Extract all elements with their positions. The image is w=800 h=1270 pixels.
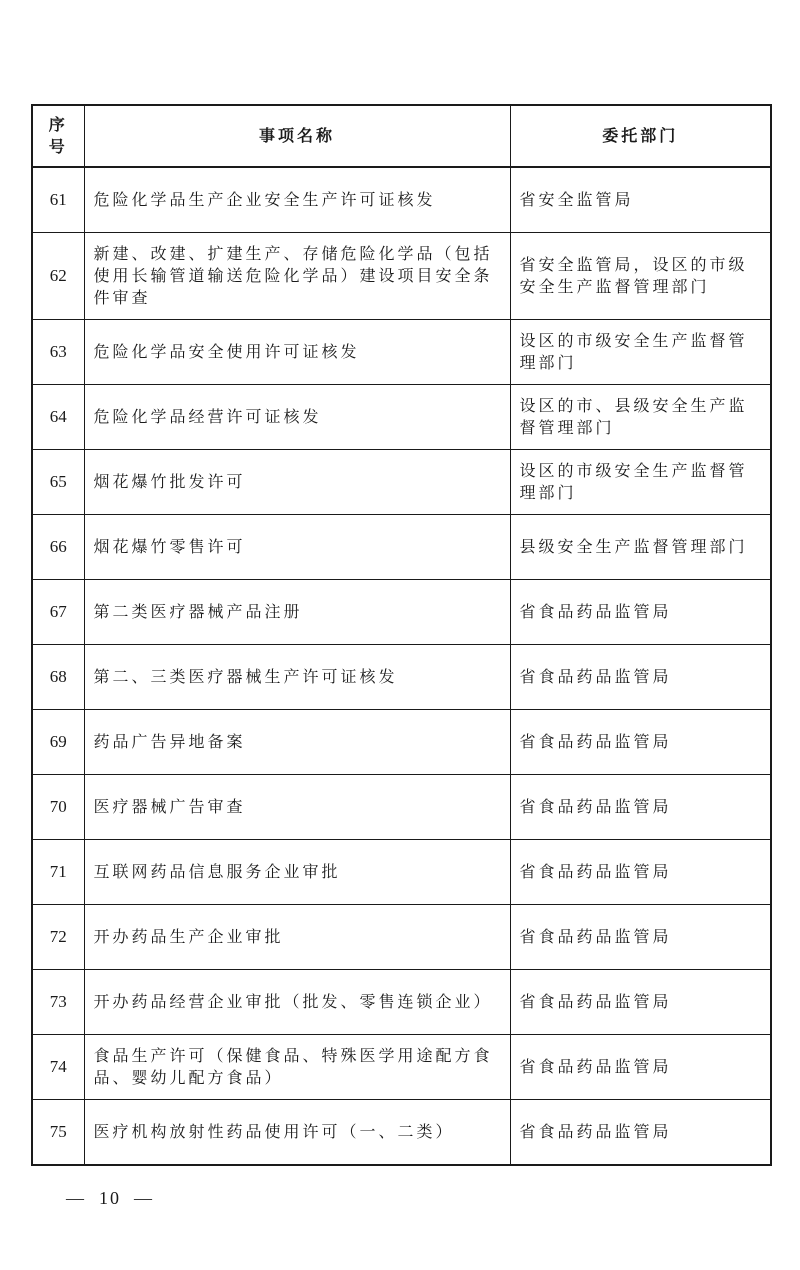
row-item-name: 第二、三类医疗器械生产许可证核发: [84, 645, 510, 710]
row-item-name: 药品广告异地备案: [84, 710, 510, 775]
row-number: 69: [32, 710, 84, 775]
row-item-name: 危险化学品经营许可证核发: [84, 385, 510, 450]
row-item-name: 开办药品生产企业审批: [84, 905, 510, 970]
row-department: 省食品药品监管局: [510, 905, 771, 970]
header-delegated-department: 委托部门: [510, 105, 771, 167]
row-number: 63: [32, 320, 84, 385]
row-department: 设区的市级安全生产监督管理部门: [510, 320, 771, 385]
row-number: 70: [32, 775, 84, 840]
row-department: 县级安全生产监督管理部门: [510, 515, 771, 580]
row-number: 62: [32, 233, 84, 320]
row-number: 71: [32, 840, 84, 905]
row-number: 67: [32, 580, 84, 645]
row-department: 省食品药品监管局: [510, 1100, 771, 1166]
row-item-name: 开办药品经营企业审批（批发、零售连锁企业）: [84, 970, 510, 1035]
table-row: [32, 320, 771, 385]
row-item-name: 新建、改建、扩建生产、存储危险化学品（包括使用长输管道输送危险化学品）建设项目安全条件审查: [84, 233, 510, 320]
row-number: 75: [32, 1100, 84, 1166]
header-item-name: 事项名称: [84, 105, 510, 167]
table-row: [32, 233, 771, 320]
row-number: 66: [32, 515, 84, 580]
row-item-name: 第二类医疗器械产品注册: [84, 580, 510, 645]
row-department: 省安全监管局: [510, 167, 771, 233]
row-item-name: 医疗机构放射性药品使用许可（一、二类）: [84, 1100, 510, 1166]
table-header-row: [32, 105, 771, 167]
row-department: 省食品药品监管局: [510, 970, 771, 1035]
table-row: [32, 580, 771, 645]
table-row: [32, 970, 771, 1035]
table-row: [32, 645, 771, 710]
table-row: [32, 840, 771, 905]
row-department: 省食品药品监管局: [510, 840, 771, 905]
items-table: [31, 104, 772, 1166]
table-row: [32, 1100, 771, 1166]
row-number: 64: [32, 385, 84, 450]
table-row: [32, 1035, 771, 1100]
row-number: 68: [32, 645, 84, 710]
table-row: [32, 515, 771, 580]
row-department: 省食品药品监管局: [510, 1035, 771, 1100]
row-number: 65: [32, 450, 84, 515]
row-item-name: 危险化学品生产企业安全生产许可证核发: [84, 167, 510, 233]
row-department: 省食品药品监管局: [510, 580, 771, 645]
page-number: — 10 —: [66, 1188, 154, 1208]
row-number: 61: [32, 167, 84, 233]
row-item-name: 医疗器械广告审查: [84, 775, 510, 840]
row-item-name: 食品生产许可（保健食品、特殊医学用途配方食品、婴幼儿配方食品）: [84, 1035, 510, 1100]
row-number: 73: [32, 970, 84, 1035]
row-item-name: 危险化学品安全使用许可证核发: [84, 320, 510, 385]
row-department: 设区的市级安全生产监督管理部门: [510, 450, 771, 515]
row-item-name: 互联网药品信息服务企业审批: [84, 840, 510, 905]
row-department: 省食品药品监管局: [510, 775, 771, 840]
row-department: 省食品药品监管局: [510, 710, 771, 775]
row-item-name: 烟花爆竹零售许可: [84, 515, 510, 580]
header-serial-number: 序号: [32, 105, 84, 167]
row-number: 72: [32, 905, 84, 970]
row-number: 74: [32, 1035, 84, 1100]
table-row: [32, 710, 771, 775]
table-row: [32, 775, 771, 840]
row-department: 省安全监管局，设区的市级安全生产监督管理部门: [510, 233, 771, 320]
row-department: 省食品药品监管局: [510, 645, 771, 710]
row-item-name: 烟花爆竹批发许可: [84, 450, 510, 515]
table-row: [32, 167, 771, 233]
row-department: 设区的市、县级安全生产监督管理部门: [510, 385, 771, 450]
table-row: [32, 905, 771, 970]
table-row: [32, 450, 771, 515]
table-row: [32, 385, 771, 450]
